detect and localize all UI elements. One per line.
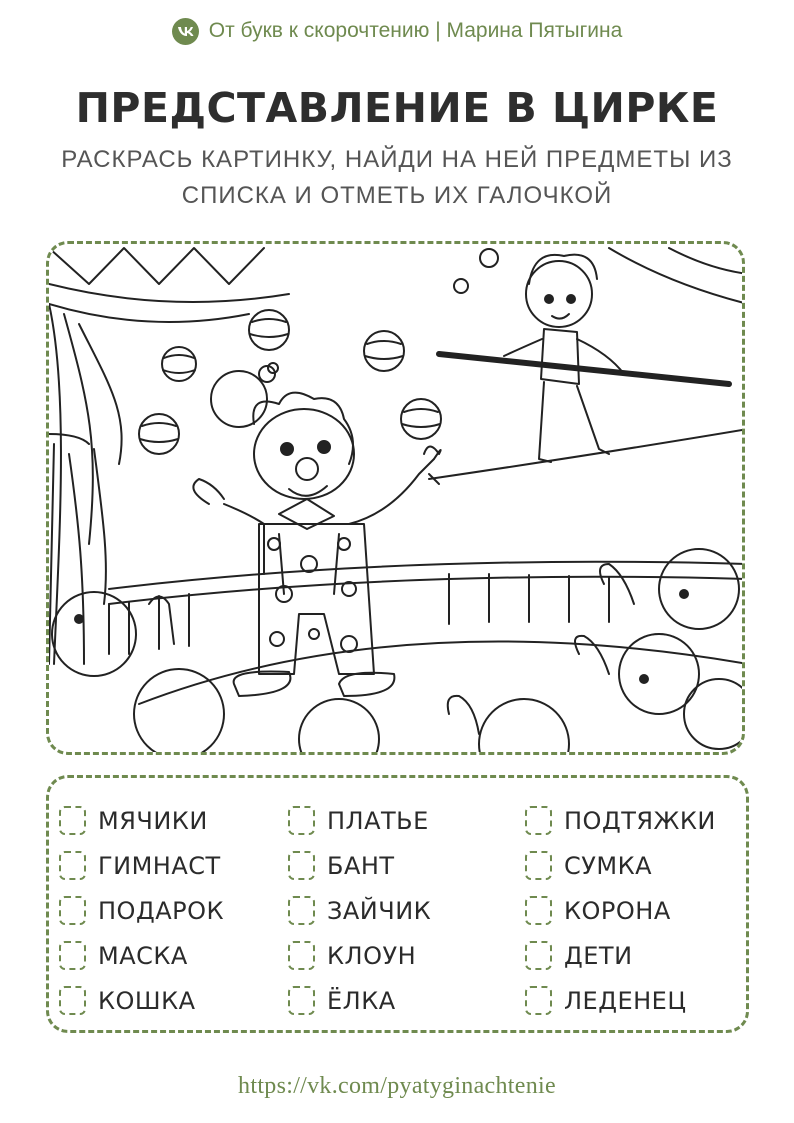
- checkbox[interactable]: [288, 806, 315, 835]
- item-label: МАСКА: [98, 941, 188, 970]
- checkbox[interactable]: [288, 941, 315, 970]
- item-label: ПОДТЯЖКИ: [564, 806, 716, 835]
- item-label: КЛОУН: [327, 941, 417, 970]
- list-item[interactable]: [288, 933, 431, 978]
- checkbox[interactable]: [525, 851, 552, 880]
- instructions: [30, 142, 764, 214]
- list-item[interactable]: [525, 978, 716, 1023]
- list-item[interactable]: [525, 933, 716, 978]
- list-item[interactable]: [59, 843, 224, 888]
- checklist-frame: [46, 775, 749, 1033]
- footer-link[interactable]: https://vk.com/pyatyginachtenie: [238, 1073, 556, 1099]
- item-label: ГИМНАСТ: [98, 851, 221, 880]
- list-item[interactable]: [59, 888, 224, 933]
- item-label: ПОДАРОК: [98, 896, 225, 925]
- checkbox[interactable]: [59, 896, 86, 925]
- checkbox[interactable]: [525, 806, 552, 835]
- item-label: ЛЕДЕНЕЦ: [564, 986, 687, 1015]
- list-item[interactable]: [59, 978, 224, 1023]
- checklist-column-3: [525, 798, 716, 1023]
- item-label: ЁЛКА: [327, 986, 396, 1015]
- checkbox[interactable]: [525, 941, 552, 970]
- header: [0, 14, 794, 48]
- page-title: ПРЕДСТАВЛЕНИЕ В ЦИРКЕ: [75, 84, 719, 132]
- checklist-column-1: [59, 798, 224, 1023]
- checkbox[interactable]: [525, 896, 552, 925]
- item-label: СУМКА: [564, 851, 653, 880]
- item-label: БАНТ: [327, 851, 395, 880]
- list-item[interactable]: [59, 933, 224, 978]
- instructions-line-1: РАСКРАСЬ КАРТИНКУ, НАЙДИ НА НЕЙ ПРЕДМЕТЫ ИЗ: [61, 146, 733, 173]
- item-label: МЯЧИКИ: [98, 806, 208, 835]
- vk-logo-icon[interactable]: [172, 18, 199, 45]
- list-item[interactable]: [288, 843, 431, 888]
- list-item[interactable]: [288, 888, 431, 933]
- circus-picture-frame: [46, 241, 745, 755]
- checkbox[interactable]: [59, 941, 86, 970]
- checkbox[interactable]: [59, 806, 86, 835]
- item-label: КОШКА: [98, 986, 196, 1015]
- item-label: КОРОНА: [564, 896, 671, 925]
- checkbox[interactable]: [288, 986, 315, 1015]
- checkbox[interactable]: [288, 851, 315, 880]
- instructions-line-2: СПИСКА И ОТМЕТЬ ИХ ГАЛОЧКОЙ: [181, 182, 613, 209]
- list-item[interactable]: [525, 798, 716, 843]
- item-label: ЗАЙЧИК: [327, 896, 432, 925]
- item-label: ПЛАТЬЕ: [327, 806, 429, 835]
- item-label: ДЕТИ: [564, 941, 633, 970]
- checklist-column-2: [288, 798, 431, 1023]
- list-item[interactable]: [288, 798, 431, 843]
- circus-illustration: [49, 244, 745, 755]
- header-text: От букв к скорочтению | Марина Пятыгина: [208, 19, 623, 42]
- list-item[interactable]: [288, 978, 431, 1023]
- list-item[interactable]: [525, 843, 716, 888]
- checkbox[interactable]: [59, 851, 86, 880]
- list-item[interactable]: [59, 798, 224, 843]
- checkbox[interactable]: [525, 986, 552, 1015]
- list-item[interactable]: [525, 888, 716, 933]
- checkbox[interactable]: [288, 896, 315, 925]
- checkbox[interactable]: [59, 986, 86, 1015]
